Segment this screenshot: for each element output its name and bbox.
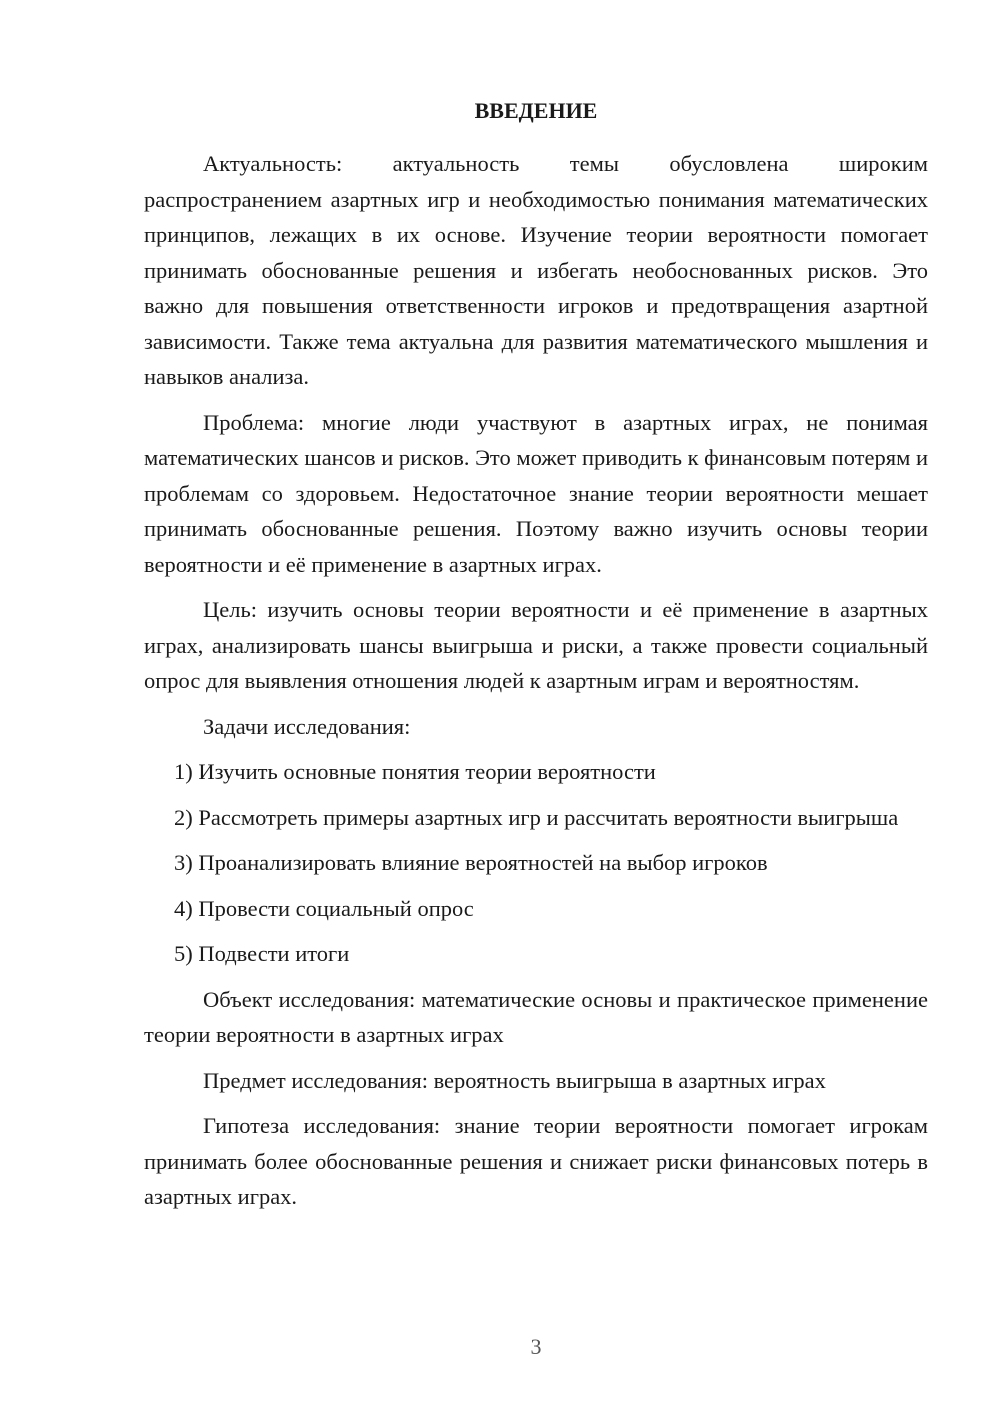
list-item: 3) Проанализировать влияние вероятностей на выбор игроков bbox=[174, 850, 768, 875]
hypothesis-paragraph: Гипотеза исследования: знание теории вероятности помогает игрокам принимать более обоснованные решения и снижает риски финансовых потерь в азартных играх. bbox=[144, 1113, 928, 1209]
subject-paragraph: Предмет исследования: вероятность выигрыша в азартных играх bbox=[203, 1067, 826, 1093]
page-title: ВВЕДЕНИЕ bbox=[474, 98, 598, 123]
list-item: 1) Изучить основные понятия теории вероятности bbox=[174, 759, 656, 784]
list-item: 5) Подвести итоги bbox=[174, 941, 350, 966]
relevance-paragraph: Актуальность: актуальность темы обусловлена широким распространением азартных игр и необходимостью понимания математических принципов, лежащих в их основе. Изучение теории вероятности помогает принимать обоснованные решения и избегать необоснованных рисков. Это важно для повышения ответственности игроков и предотвращения азартной зависимости. Также тема актуальна для развития математического мышления и навыков анализа. bbox=[144, 151, 928, 389]
document-page bbox=[144, 96, 928, 1225]
object-paragraph: Объект исследования: математические основы и практическое применение теории вероятности в азартных играх bbox=[144, 986, 928, 1047]
list-item: 2) Рассмотреть примеры азартных игр и рассчитать вероятности выигрыша bbox=[174, 804, 899, 830]
goal-paragraph: Цель: изучить основы теории вероятности и её применение в азартных играх, анализировать шансы выигрыша и риски, а также провести социальный опрос для выявления отношения людей к азартным играм и вероятностям. bbox=[144, 597, 928, 693]
tasks-heading: Задачи исследования: bbox=[203, 713, 411, 739]
page-number: 3 bbox=[530, 1334, 542, 1359]
list-item: 4) Провести социальный опрос bbox=[174, 895, 474, 921]
tasks-list bbox=[144, 754, 928, 972]
problem-paragraph: Проблема: многие люди участвуют в азартных играх, не понимая математических шансов и рисков. Это может приводить к финансовым потерям и проблемам со здоровьем. Недостаточное знание теории вероятности мешает принимать обоснованные решения. Поэтому важно изучить основы теории вероятности и её применение в азартных играх. bbox=[144, 409, 928, 577]
